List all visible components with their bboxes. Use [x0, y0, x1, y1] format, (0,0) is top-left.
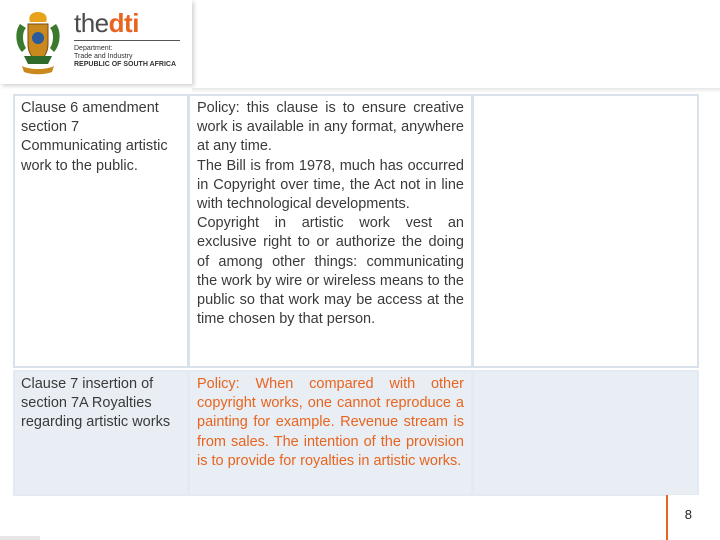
notes-cell	[474, 372, 697, 494]
clause-cell	[15, 96, 187, 366]
coat-of-arms-icon	[12, 8, 64, 76]
notes-cell	[474, 96, 697, 366]
policy-paragraph: Policy: this clause is to ensure creative work is available in any format, anywhere at any time.	[197, 100, 464, 155]
policy-paragraph: Policy: When compared with other copyright works, one cannot reproduce a painting for example. Revenue stream is from sales. The intention of the provision is to provide for royalties in artistic works.	[197, 376, 464, 469]
logo-panel	[0, 0, 192, 84]
dept-line-1: Department:	[74, 45, 113, 52]
policy-cell	[190, 96, 471, 366]
brand-the: the	[74, 8, 109, 38]
clause-text: Clause 7 insertion of section 7A Royalties regarding artistic works	[21, 376, 171, 431]
brand-divider	[74, 40, 180, 41]
clause-text: Clause 6 amendment section 7 Communicating artistic work to the public.	[21, 100, 168, 174]
policy-paragraph: The Bill is from 1978, much has occurred in Copyright over time, the Act not in line with technological developments.	[197, 157, 464, 213]
clause-cell	[15, 372, 187, 494]
policy-paragraph: Copyright in artistic work vest an exclusive right to or authorize the doing of among other things: communicating the work by wire or wireless means to the public so that work may be access at the time chosen by that person.	[197, 215, 464, 328]
dept-line-2: Trade and Industry	[74, 53, 133, 60]
brand-department	[74, 45, 176, 69]
bottom-divider	[0, 536, 40, 540]
page-number: 8	[684, 507, 692, 522]
policy-cell	[190, 372, 471, 494]
table-row	[13, 370, 699, 496]
footer-panel	[666, 495, 720, 540]
dept-line-3: REPUBLIC OF SOUTH AFRICA	[74, 61, 177, 68]
brand-dti: dti	[108, 8, 139, 38]
brand-wordmark	[74, 8, 139, 39]
table-row	[13, 94, 699, 368]
header-shadow	[192, 88, 720, 93]
